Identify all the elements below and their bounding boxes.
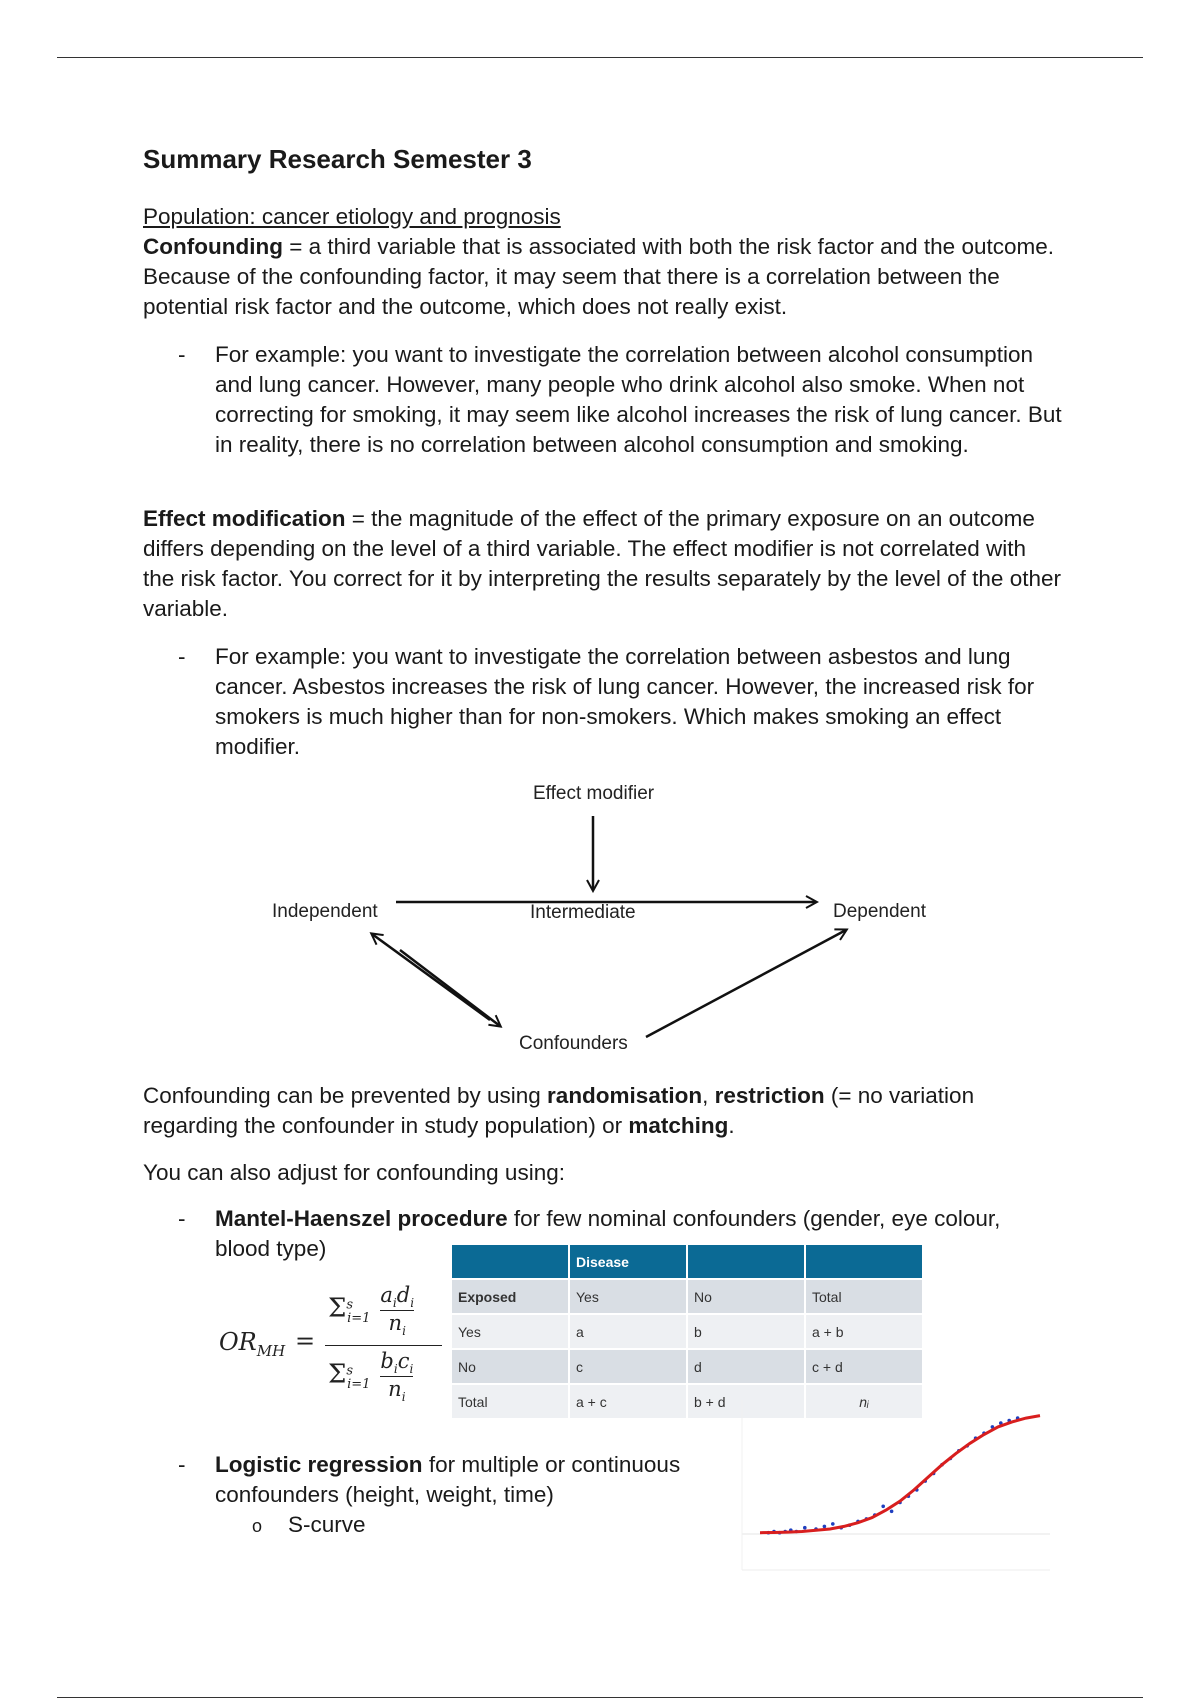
- table-cell: a + b: [805, 1314, 923, 1349]
- prevention-randomisation: randomisation: [547, 1083, 703, 1108]
- confounding-paragraph: [143, 232, 1063, 322]
- table-header-row: [452, 1245, 923, 1279]
- logistic-curve: [760, 1416, 1040, 1533]
- table-header-cell: [452, 1245, 569, 1279]
- section-heading: [143, 202, 1063, 232]
- mantel-haenszel-text: for few nominal confounders (gender, eye colour, blood type): [215, 1206, 1001, 1261]
- formula-lhs: $OR_{MH}$: [219, 1328, 286, 1360]
- effect-modification-definition: = the magnitude of the effect of the primary exposure on an outcome differs depending on the level of a third variable. The effect modifier is not correlated with the risk factor. You correct for it by interpreting the results separately by the level of the other variable.: [143, 506, 1061, 621]
- logistic-regression-term: Logistic regression: [215, 1452, 423, 1477]
- table-header-cell: Disease: [569, 1245, 687, 1279]
- arrow-confounders-to-independent: [372, 934, 490, 1020]
- arrow-independent-to-confounders: [400, 950, 500, 1026]
- arrow-confounders-to-dependent: [646, 930, 846, 1037]
- bullet-dash: -: [178, 644, 186, 669]
- bullet-dash: -: [178, 342, 186, 367]
- logistic-regression-item: [215, 1450, 735, 1510]
- mh-formula: [215, 1283, 435, 1418]
- s-curve-item: S-curve: [288, 1512, 366, 1537]
- table-cell: d: [687, 1349, 805, 1384]
- data-point: [803, 1526, 807, 1530]
- data-point: [890, 1510, 894, 1514]
- prevention-matching: matching: [628, 1113, 729, 1138]
- table-cell: a: [569, 1314, 687, 1349]
- prevention-text-1: Confounding can be prevented by using: [143, 1083, 548, 1108]
- effect-modification-example: For example: you want to investigate the correlation between asbestos and lung cancer. Asbestos increases the risk of lung cancer. However, the increased risk for smokers is much higher than for non-smokers. Which makes smoking an effect modifier.: [215, 644, 1035, 759]
- mantel-haenszel-term: Mantel-Haenszel procedure: [215, 1206, 508, 1231]
- prevention-paragraph: [143, 1081, 1063, 1141]
- table-cell: b + d: [687, 1384, 805, 1419]
- label-intermediate: Intermediate: [530, 902, 636, 923]
- adjust-intro: You can also adjust for confounding using:: [143, 1160, 565, 1185]
- table-cell: Total: [805, 1279, 923, 1314]
- table-cell: nᵢ: [805, 1384, 923, 1419]
- bullet-dash: -: [178, 1206, 186, 1231]
- sub-bullet-circle: o: [252, 1516, 263, 1536]
- label-effect-modifier: Effect modifier: [533, 783, 655, 804]
- formula-main-fraction-bar: [325, 1345, 442, 1346]
- table-cell: b: [687, 1314, 805, 1349]
- bullet-dash: -: [178, 1452, 186, 1477]
- table-row: [452, 1279, 923, 1314]
- label-confounders: Confounders: [519, 1033, 628, 1054]
- table-header-cell: [687, 1245, 805, 1279]
- table-cell: No: [687, 1279, 805, 1314]
- table-cell: c: [569, 1349, 687, 1384]
- confounding-example: For example: you want to investigate the correlation between alcohol consumption and lung cancer. However, many people who drink alcohol also smoke. When not correcting for smoking, it may seem like alcohol increases the risk of lung cancer. But in reality, there is no correlation between alcohol consumption and smoking.: [215, 342, 1062, 457]
- table-row: [452, 1349, 923, 1384]
- table-cell: No: [452, 1349, 569, 1384]
- label-independent: Independent: [272, 901, 378, 922]
- contingency-table: [452, 1245, 924, 1420]
- data-point: [831, 1522, 835, 1526]
- table-cell: Exposed: [452, 1279, 569, 1314]
- effect-modification-paragraph: [143, 504, 1063, 624]
- label-dependent: Dependent: [833, 901, 926, 922]
- table-header-cell: [805, 1245, 923, 1279]
- table-cell: Total: [452, 1384, 569, 1419]
- table-cell: Yes: [569, 1279, 687, 1314]
- formula-numerator: $\Sigma^s_{i=1}$ $a_id_i$ $n_i$: [328, 1283, 415, 1339]
- prevention-text-2: ,: [702, 1083, 715, 1108]
- bottom-rule: [57, 1697, 1143, 1698]
- table-cell: Yes: [452, 1314, 569, 1349]
- formula-denominator: $\Sigma^s_{i=1}$ $b_ic_i$ $n_i$: [328, 1349, 414, 1405]
- table-row: [452, 1314, 923, 1349]
- confounding-definition: = a third variable that is associated with both the risk factor and the outcome. Because of the confounding factor, it may seem that there is a correlation between the potential risk factor and the outcome, which does not really exist.: [143, 234, 1054, 319]
- effect-modification-term: Effect modification: [143, 506, 346, 531]
- data-point: [823, 1525, 827, 1529]
- data-point: [881, 1505, 885, 1509]
- formula-equals: =: [295, 1327, 316, 1355]
- logistic-regression-text: for multiple or continuous confounders (height, weight, time): [215, 1452, 681, 1507]
- confounding-term: Confounding: [143, 234, 283, 259]
- page-title: Summary Research Semester 3: [143, 144, 532, 174]
- section-heading-text: Population: cancer etiology and prognosis: [143, 204, 561, 229]
- top-rule: [57, 57, 1143, 58]
- prevention-text-3: (= no variation regarding the confounder in study population) or: [143, 1083, 975, 1138]
- table-cell: a + c: [569, 1384, 687, 1419]
- prevention-restriction: restriction: [714, 1083, 825, 1108]
- table-cell: c + d: [805, 1349, 923, 1384]
- prevention-text-4: .: [728, 1113, 735, 1138]
- s-curve-chart: [740, 1400, 1052, 1572]
